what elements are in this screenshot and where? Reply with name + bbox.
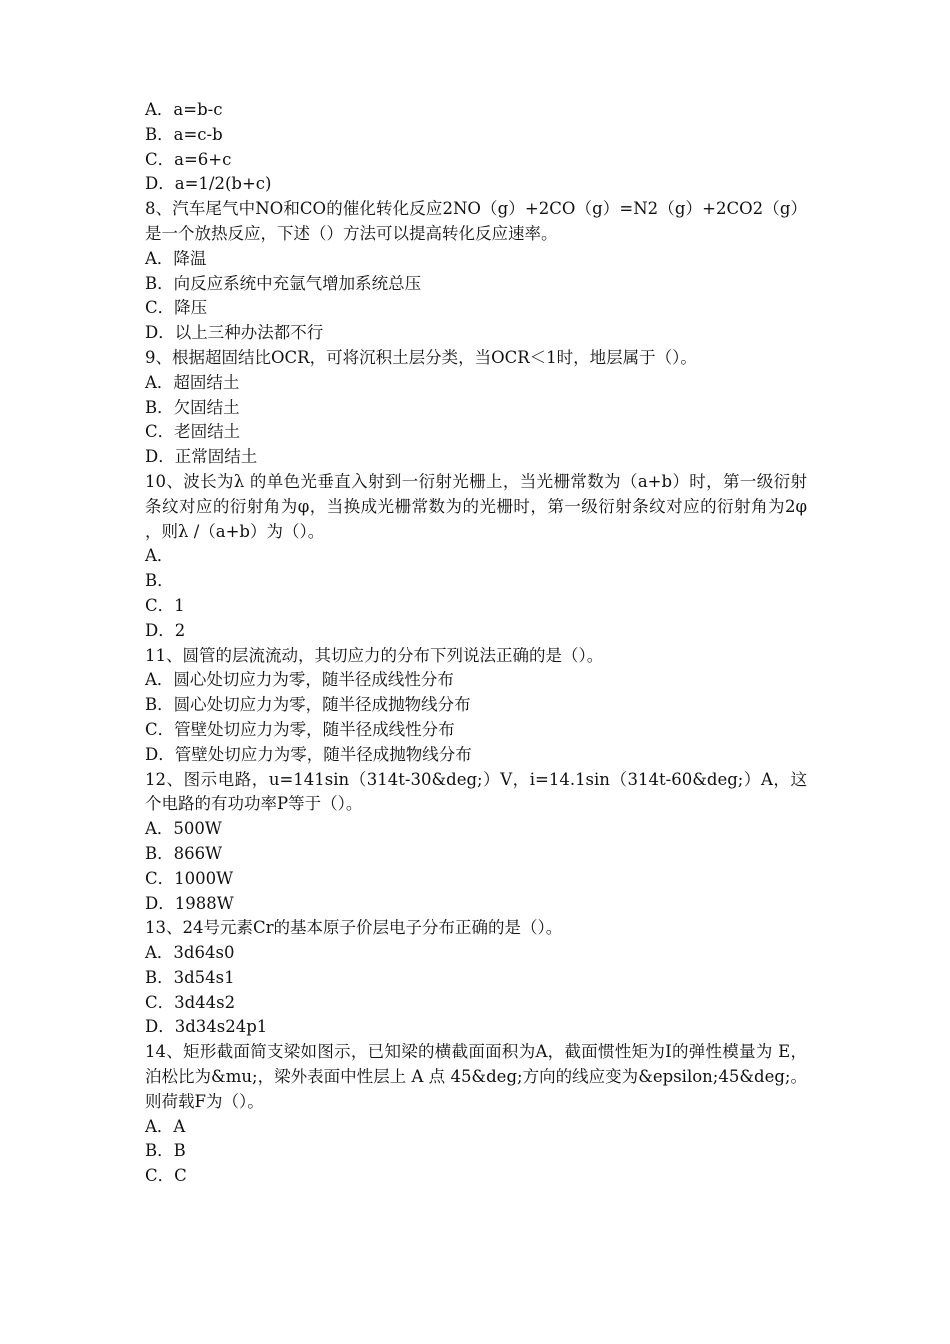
option-d: D．1988W [145, 893, 234, 913]
option-b: B． [145, 571, 174, 591]
option-d: D．2 [145, 620, 186, 640]
option-b: B．866W [145, 843, 223, 863]
question-9: 9、根据超固结比OCR，可将沉积土层分类，当OCR＜1时，地层属于（）。 [145, 347, 697, 367]
option-d: D．a=1/2(b+c) [145, 174, 272, 194]
option-b: B．向反应系统中充氩气增加系统总压 [145, 273, 422, 293]
option-c: C．3d44s2 [145, 992, 236, 1012]
option-d: D．管壁处切应力为零，随半径成抛物线分布 [145, 744, 472, 764]
option-b: B．3d54s1 [145, 967, 235, 987]
question-8: 8、汽车尾气中NO和CO的催化转化反应2NO（g）+2CO（g）=N2（g）+2CO2（g）是一个放热反应，下述（）方法可以提高转化反应速率。 [145, 199, 807, 243]
option-b: B．圆心处切应力为零，随半径成抛物线分布 [145, 695, 471, 715]
option-a: A．a=b-c [145, 100, 223, 119]
option-a: A．超固结土 [145, 372, 240, 392]
option-d: D．以上三种办法都不行 [145, 323, 324, 343]
option-c: C．管壁处切应力为零，随半径成线性分布 [145, 719, 455, 739]
question-14: 14、矩形截面简支梁如图示，已知梁的横截面面积为A，截面惯性矩为I的弹性模量为 E，泊松比为&mu;，梁外表面中性层上 A 点 45&deg;方向的线应变为&epsilon;45&deg;。则荷载F为（）。 [145, 1042, 807, 1111]
option-b: B．欠固结土 [145, 397, 240, 417]
option-a: A． [145, 546, 174, 566]
option-a: A．降温 [145, 248, 207, 268]
option-a: A．A [145, 1116, 186, 1136]
question-13: 13、24号元素Cr的基本原子价层电子分布正确的是（）。 [145, 918, 563, 938]
option-a: A．圆心处切应力为零，随半径成线性分布 [145, 670, 454, 690]
option-c: C．1 [145, 595, 185, 615]
option-d: D．3d34s24p1 [145, 1017, 268, 1037]
option-c: C．降压 [145, 298, 208, 318]
question-12: 12、图示电路，u=141sin（314t-30&deg;）V，i=14.1sin（314t-60&deg;）A，这个电路的有功功率P等于（）。 [145, 769, 807, 814]
question-11: 11、圆管的层流流动，其切应力的分布下列说法正确的是（）。 [145, 645, 604, 665]
option-c: C．C [145, 1166, 187, 1186]
option-c: C．老固结土 [145, 422, 241, 442]
question-10: 10、波长为λ 的单色光垂直入射到一衍射光栅上，当光栅常数为（a+b）时，第一级衍射条纹对应的衍射角为φ，当换成光栅常数为的光栅时，第一级衍射条纹对应的衍射角为2φ ，则λ /（a+b）为（）。 [145, 471, 807, 541]
option-a: A．500W [145, 819, 222, 839]
option-d: D．正常固结土 [145, 447, 258, 467]
option-b: B．a=c-b [145, 124, 223, 144]
document-page [145, 98, 807, 1189]
option-c: C．1000W [145, 868, 234, 888]
option-b: B．B [145, 1141, 186, 1161]
option-c: C．a=6+c [145, 149, 232, 169]
option-a: A．3d64s0 [145, 943, 235, 963]
